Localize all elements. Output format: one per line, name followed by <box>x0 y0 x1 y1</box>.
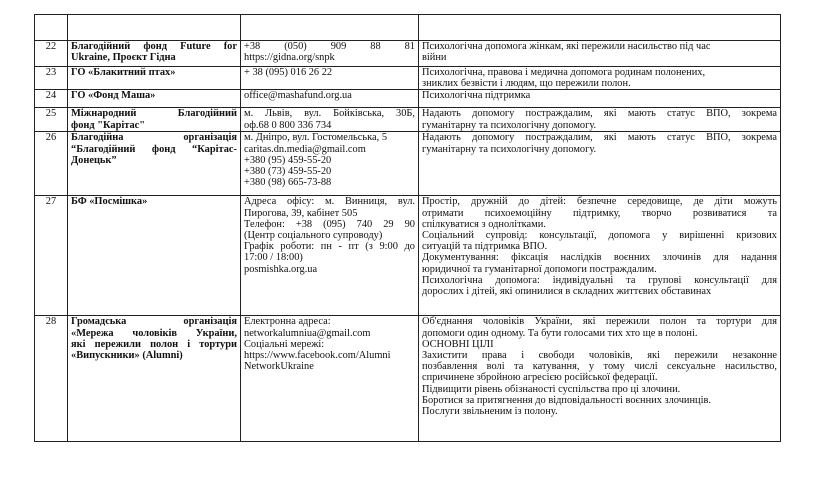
contact-info-line: Електронна адреса: <box>244 316 331 328</box>
service-description-line: ОСНОВНІ ЦІЛІ <box>422 338 494 350</box>
row-number: 23 <box>35 67 68 90</box>
organization-name-line: які пережили полон і тортури <box>71 338 237 350</box>
organization-name-line: “Благодійний фонд “Карітас- <box>71 143 237 155</box>
organization-name-line: «Мережа чоловіків України, <box>71 327 237 339</box>
table-row <box>35 132 781 196</box>
service-description-line: позбавлення волі та катування, у тому числі сексуальне насильство, <box>422 361 777 373</box>
service-description <box>419 196 781 316</box>
service-description-line: Послуги звільненим із полону. <box>422 406 558 418</box>
service-description <box>419 41 781 67</box>
service-description-line: війни <box>422 52 447 64</box>
service-description-line: Простір, дружній до дітей: безпечне середовище, де діти можуть <box>422 196 777 208</box>
contact-info-line: Телефон: +38 (095) 740 29 90 <box>244 218 415 230</box>
organization-name <box>68 316 241 442</box>
organization-name-line: Благодійний фонд Future for <box>71 41 237 52</box>
table-row <box>35 90 781 108</box>
row-number: 24 <box>35 90 68 108</box>
service-description-line: Об'єднання чоловіків України, які пережили полон та тортури для <box>422 316 777 328</box>
service-description-line: зниклих безвісти і людям, що пережили полон. <box>422 78 631 90</box>
organization-name <box>68 132 241 196</box>
contact-info <box>241 41 419 67</box>
contact-info-line: Графік роботи: пн - пт (з 9:00 до <box>244 241 415 253</box>
table-row <box>35 108 781 132</box>
service-description-line: Психологічна, правова і медична допомога родинам полонених, <box>422 67 706 78</box>
service-description-line: юридичної та гуманітарної допомоги постраждалим. <box>422 263 657 275</box>
organization-name-line: ГО «Блакитний птах» <box>71 67 176 78</box>
row-number: 27 <box>35 196 68 316</box>
service-description-line: Психологічна допомога: індивідуальні та групові консультації для <box>422 274 777 286</box>
row-number: 25 <box>35 108 68 132</box>
organizations-table <box>34 14 781 442</box>
service-description-line: Боротися за притягнення до відповідальності воєнних злочинців. <box>422 394 712 406</box>
organization-name-line: «Випускники» (Alumni) <box>71 350 183 362</box>
service-description-line: Надають допомогу постраждалим, які мають статус ВПО, зокрема <box>422 132 777 144</box>
organization-name-line: фонд "Карітас" <box>71 119 146 131</box>
service-description <box>419 108 781 132</box>
contact-info <box>241 196 419 316</box>
organization-name <box>68 108 241 132</box>
organization-name-line: Донецьк” <box>71 154 117 166</box>
contact-info <box>241 15 419 41</box>
row-number: 26 <box>35 132 68 196</box>
service-description <box>419 67 781 90</box>
contact-info-line: +380 (95) 459-55-20 <box>244 154 332 166</box>
service-description-line: Надають допомогу постраждалим, які мають статус ВПО, зокрема <box>422 108 777 120</box>
service-description-line: Психологічна підтримка <box>422 90 531 102</box>
service-description-line: Підвищити рівень обізнаності суспільства про ці злочини. <box>422 383 681 395</box>
contact-info <box>241 67 419 90</box>
organization-name-line: БФ «Посмішка» <box>71 196 148 208</box>
organization-name <box>68 196 241 316</box>
service-description-line: спричинене збройною агресією російської федерації. <box>422 372 658 384</box>
contact-info-line[interactable]: office@mashafund.org.ua <box>244 90 352 102</box>
contact-info-line[interactable]: posmishka.org.ua <box>244 263 318 275</box>
organization-name <box>68 41 241 67</box>
contact-info-line: оф.68 0 800 336 734 <box>244 119 332 131</box>
contact-info-line: м. Дніпро, вул. Гостомельська, 5 <box>244 132 388 144</box>
contact-info-line: Соціальні мережі: <box>244 338 325 350</box>
service-description-line: допомоги один одному. Та бути голосами тих хто ще в полоні. <box>422 327 698 339</box>
organization-name-line: Благодійна організація <box>71 132 237 144</box>
contact-info-line: Адреса офісу: м. Винниця, вул. <box>244 196 415 208</box>
service-description-line: Соціальний супровід: консультації, допомога у вирішенні кризових <box>422 230 777 242</box>
service-description-line: Документування: фіксація наслідків воєнних злочинів для надання <box>422 252 777 264</box>
service-description-line: Захистити права і свободи чоловіків, які пережили незаконне <box>422 350 777 362</box>
contact-info <box>241 108 419 132</box>
contact-info-line: м. Львів, вул. Бойківська, 30Б, <box>244 108 415 120</box>
service-description-line: дорослих і дітей, які опинилися в складних життєвих обставинах <box>422 286 712 298</box>
table-row <box>35 196 781 316</box>
contact-info-line: Пирогова, 39, кабінет 505 <box>244 207 358 219</box>
organizations-table-body <box>35 15 781 442</box>
organization-name <box>68 15 241 41</box>
contact-info-line: (Центр соціального супроводу) <box>244 230 383 242</box>
contact-info-line: + 38 (095) 016 26 22 <box>244 67 333 78</box>
row-number <box>35 15 68 41</box>
service-description-line: гуманітарну та психологічну допомогу. <box>422 119 597 131</box>
row-number: 28 <box>35 316 68 442</box>
table-row <box>35 316 781 442</box>
contact-info-line: +38 (050) 909 88 81 <box>244 41 415 52</box>
contact-info-line[interactable]: networkalumniua@gmail.com <box>244 327 371 339</box>
organization-name <box>68 90 241 108</box>
organization-name-line: ГО «Фонд Маша» <box>71 90 156 102</box>
service-description-line: Психологічна допомога жінкам, які пережили насильство під час <box>422 41 711 52</box>
service-description-line: спілкуватися з однолітками. <box>422 218 546 230</box>
contact-info-line: NetworkUkraine <box>244 361 314 373</box>
service-description <box>419 316 781 442</box>
service-description <box>419 15 781 41</box>
organization-name-line: Ukraine, Проєкт Гідна <box>71 52 176 64</box>
contact-info-line: +380 (73) 459-55-20 <box>244 166 332 178</box>
table-row <box>35 67 781 90</box>
service-description-line: ситуацій та підтримка ВПО. <box>422 241 548 253</box>
contact-info-line[interactable]: caritas.dn.media@gmail.com <box>244 143 366 155</box>
service-description-line: отримати психоемоційну підтримку, творчо розвиватися та <box>422 207 777 219</box>
table-row <box>35 15 781 41</box>
contact-info-line[interactable]: https://gidna.org/snpk <box>244 52 335 64</box>
service-description <box>419 132 781 196</box>
contact-info <box>241 132 419 196</box>
contact-info-line[interactable]: https://www.facebook.com/Alumni <box>244 350 391 362</box>
contact-info <box>241 316 419 442</box>
service-description-line: гуманітарну та психологічну допомогу. <box>422 143 597 155</box>
contact-info-line: 17:00 / 18:00) <box>244 252 303 264</box>
row-number: 22 <box>35 41 68 67</box>
table-row <box>35 41 781 67</box>
organization-name-line: Міжнародний Благодійний <box>71 108 237 120</box>
contact-info-line: +380 (98) 665-73-88 <box>244 177 332 189</box>
organization-name <box>68 67 241 90</box>
organization-name-line: Громадська організація <box>71 316 237 328</box>
service-description <box>419 90 781 108</box>
contact-info <box>241 90 419 108</box>
